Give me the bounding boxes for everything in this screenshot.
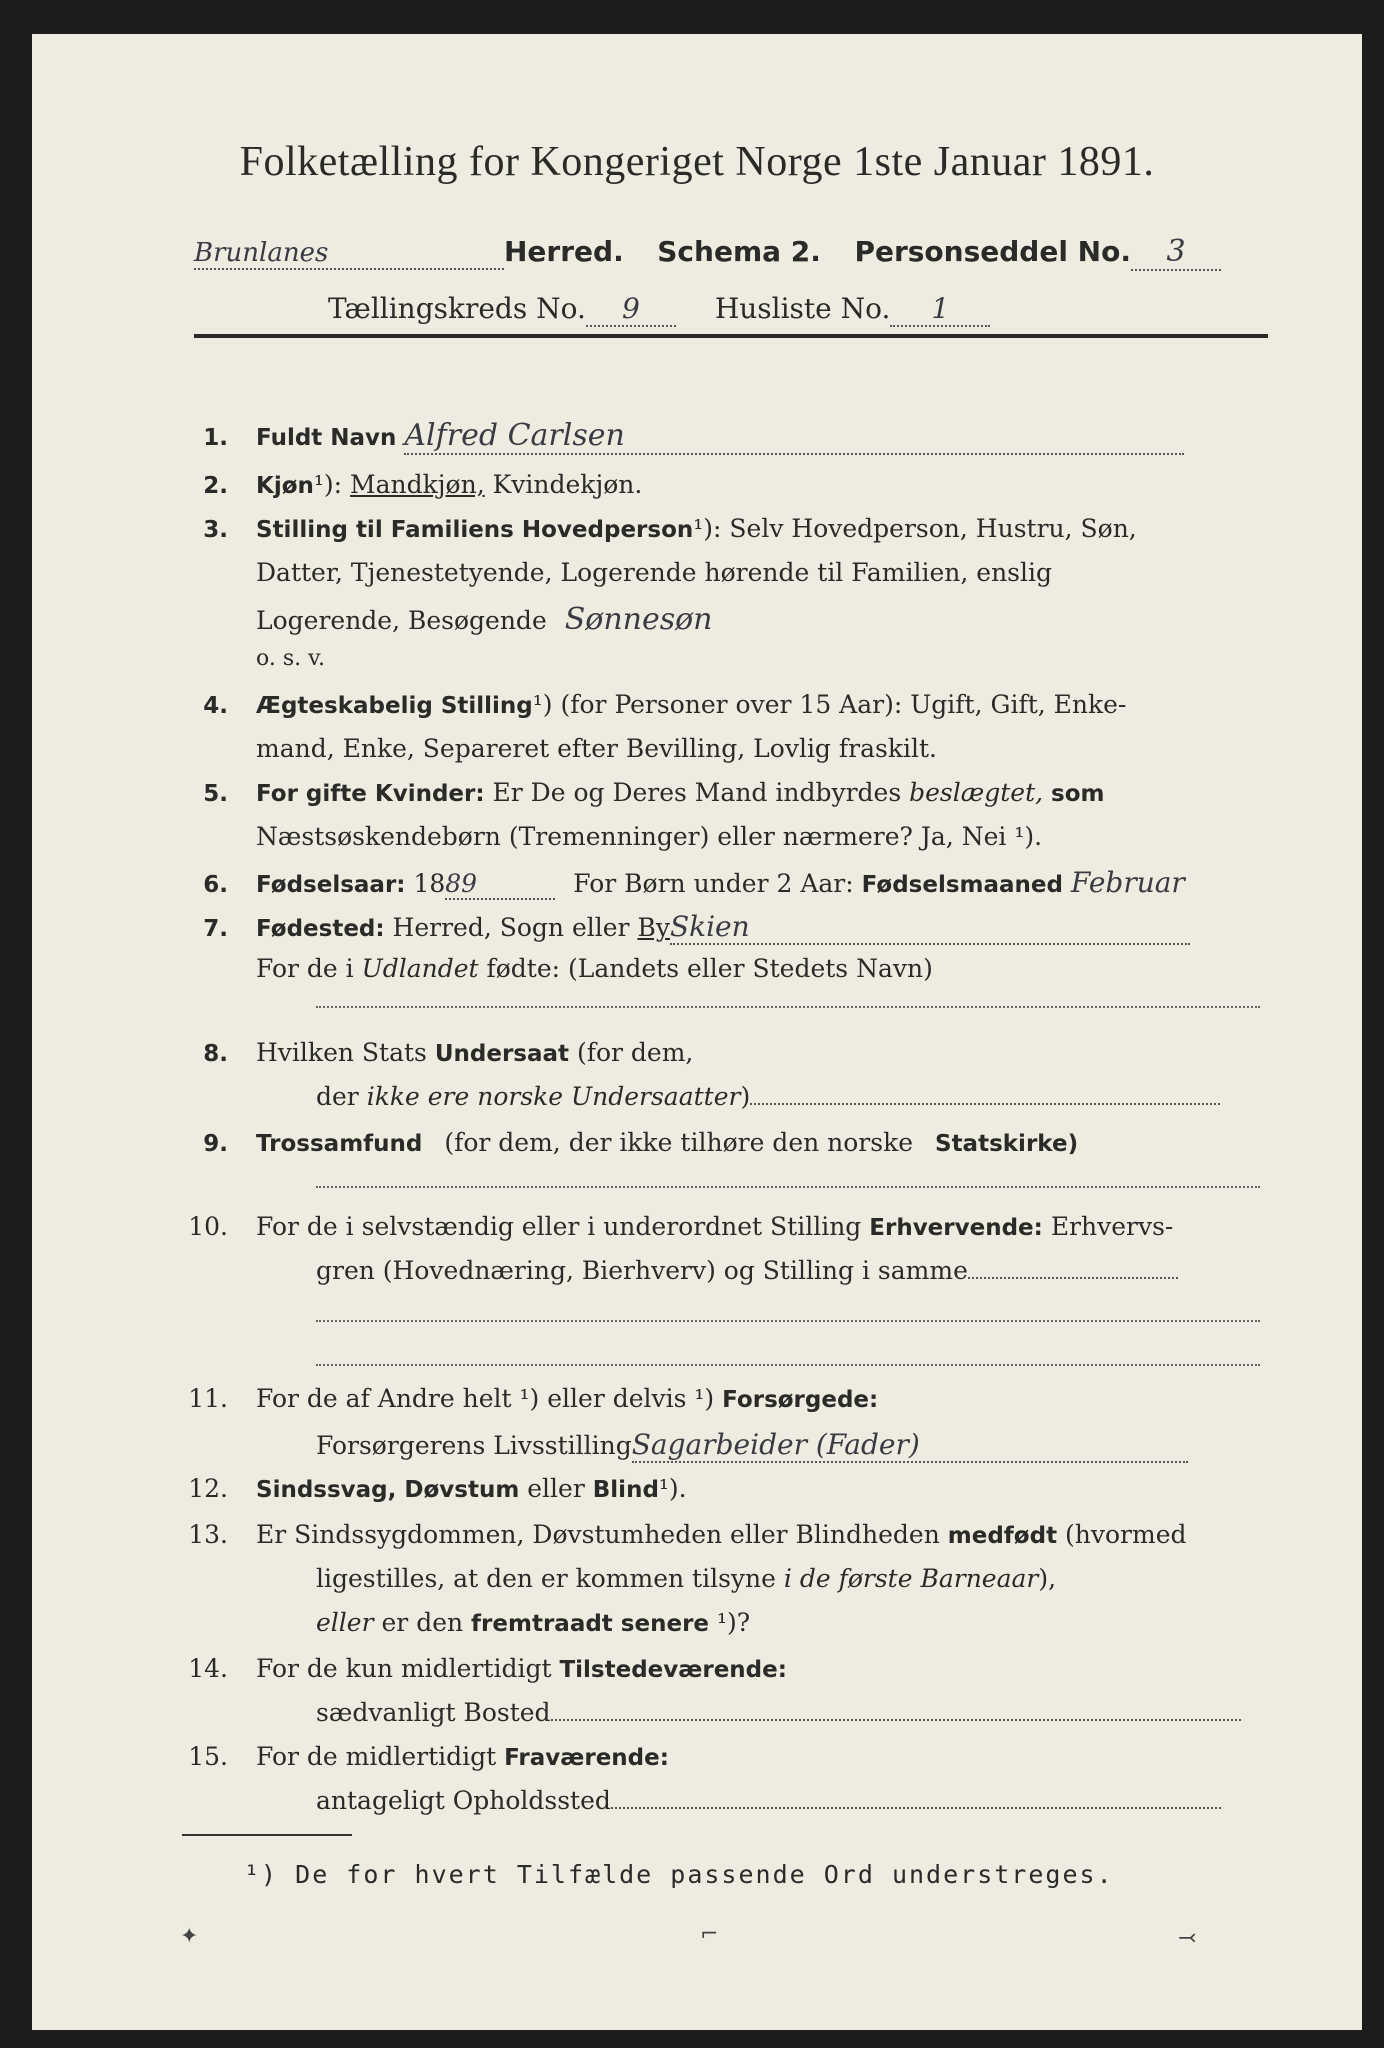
census-form-sheet xyxy=(32,34,1362,2030)
q3-label: Stilling til Familiens Hovedperson xyxy=(256,517,694,543)
q7-line2: For de i Udlandet fødte: (Landets eller Stedets Navn) xyxy=(256,954,933,983)
question-1: 1. Fuldt Navn Alfred Carlsen xyxy=(172,418,1184,455)
question-3: 3. Stilling til Familiens Hovedperson¹): Selv Hovedperson, Hustru, Søn, xyxy=(203,514,1137,543)
schema-label: Schema 2. xyxy=(657,235,821,268)
q8-label: Undersaat xyxy=(434,1041,570,1067)
q8-line2: der ikke ere norske Undersaatter) xyxy=(316,1082,1220,1111)
form-title: Folketælling for Kongeriget Norge 1ste Januar 1891. xyxy=(239,139,1155,185)
q9-label: Trossamfund xyxy=(256,1131,423,1157)
q3-value: Sønnesøn xyxy=(564,602,713,637)
question-9: 9. Trossamfund (for dem, der ikke tilhøre den norske Statskirke) xyxy=(203,1128,1079,1157)
q6-month-value: Februar xyxy=(1070,866,1185,899)
question-6: 6. Fødselsaar: 1889 For Børn under 2 Aar: Fødselsmaaned Februar xyxy=(203,866,1185,899)
q12-label2: Blind xyxy=(592,1477,659,1503)
q6-label: Fødselsaar: xyxy=(256,872,406,898)
question-12: 12. Sindssvag, Døvstum eller Blind¹). xyxy=(188,1474,687,1503)
husliste-value: 1 xyxy=(890,292,990,327)
q4-text-line2: mand, Enke, Separeret efter Bevilling, Lovlig fraskilt. xyxy=(256,734,937,763)
q11-label: Forsørgede: xyxy=(722,1387,879,1413)
q10-label: Erhvervende: xyxy=(869,1215,1043,1241)
q11-line2: Forsørgerens LivsstillingSagarbeider (Fader) xyxy=(316,1428,1188,1463)
header-rule xyxy=(194,334,1268,338)
husliste-label: Husliste No. xyxy=(714,292,891,325)
q8-fill xyxy=(750,1103,1220,1105)
herred-line xyxy=(194,234,1221,271)
q15-line2: antageligt Opholdssted xyxy=(316,1786,1221,1815)
q6-year-value: 89 xyxy=(445,869,555,900)
question-2: 2. Kjøn¹): Mandkjøn, Kvindekjøn. xyxy=(203,470,643,499)
q7-label: Fødested: xyxy=(256,916,385,942)
q9-fill-line xyxy=(316,1186,1260,1188)
question-8: 8. Hvilken Stats Undersaat (for dem, xyxy=(203,1038,694,1067)
q14-fill xyxy=(551,1719,1241,1721)
q3-text-osv: o. s. v. xyxy=(256,646,325,671)
question-11: 11. For de af Andre helt ¹) eller delvis ¹) Forsørgede: xyxy=(188,1384,879,1413)
q7-fill-line xyxy=(316,1006,1260,1008)
q3-text-line2: Datter, Tjenestetyende, Logerende hørende til Familien, enslig xyxy=(256,558,1053,587)
question-13: 13. Er Sindssygdommen, Døvstumheden eller Blindheden medfødt (hvormed xyxy=(188,1520,1187,1549)
stray-mark-1: ✦ xyxy=(180,1924,199,1949)
q10-line2: gren (Hovednæring, Bierhverv) og Stilling i samme xyxy=(316,1256,1178,1285)
q13-label2: fremtraadt senere xyxy=(471,1611,710,1637)
personseddel-value: 3 xyxy=(1131,234,1221,271)
footnote: ¹) De for hvert Tilfælde passende Ord understreges. xyxy=(244,1860,1114,1889)
q10-fill-line-2 xyxy=(316,1364,1260,1366)
q13-line3: eller er den fremtraadt senere ¹)? xyxy=(316,1608,751,1637)
question-15: 15. For de midlertidigt Fraværende: xyxy=(188,1742,669,1771)
q7-value: Skien xyxy=(670,910,1190,945)
q9-label2: Statskirke) xyxy=(935,1131,1079,1157)
stray-mark-3: ⤙ xyxy=(1178,1926,1197,1951)
q15-fill xyxy=(611,1807,1221,1809)
q4-label: Ægteskabelig Stilling xyxy=(256,693,533,719)
footnote-rule xyxy=(182,1834,352,1836)
q6-label2: Fødselsmaaned xyxy=(861,872,1063,898)
q5-text-line2: Næstsøskendebørn (Tremenninger) eller nærmere? Ja, Nei ¹). xyxy=(256,822,1043,851)
kreds-value: 9 xyxy=(586,292,676,327)
question-14: 14. For de kun midlertidigt Tilstedeværende: xyxy=(188,1654,787,1683)
herred-label: Herred. xyxy=(504,235,624,268)
q14-label: Tilstedeværende: xyxy=(559,1657,787,1683)
q5-label: For gifte Kvinder: xyxy=(256,781,485,807)
personseddel-label: Personseddel No. xyxy=(854,235,1131,268)
q13-label: medfødt xyxy=(947,1523,1058,1549)
q2-option-female: Kvindekjøn. xyxy=(492,470,643,499)
stray-mark-2: ⌐ xyxy=(700,1922,719,1947)
question-10: 10. For de i selvstændig eller i underordnet Stilling Erhvervende: Erhvervs- xyxy=(188,1212,1174,1241)
q12-label: Sindssvag, Døvstum xyxy=(256,1477,520,1503)
q13-line2: ligestilles, at den er kommen tilsyne i de første Barneaar), xyxy=(316,1564,1057,1593)
q1-label: Fuldt Navn xyxy=(256,425,397,451)
q1-value: Alfred Carlsen xyxy=(404,418,1184,455)
question-4: 4. Ægteskabelig Stilling¹) (for Personer over 15 Aar): Ugift, Gift, Enke- xyxy=(203,690,1127,719)
q3-line3: Logerende, Besøgende Sønnesøn xyxy=(256,602,713,637)
question-7: 7. Fødested: Herred, Sogn eller BySkien xyxy=(172,910,1190,945)
kreds-label: Tællingskreds No. xyxy=(328,292,586,325)
question-5: 5. For gifte Kvinder: Er De og Deres Mand indbyrdes beslægtet, som xyxy=(203,778,1105,807)
q15-label: Fraværende: xyxy=(504,1745,669,1771)
herred-value: Brunlanes xyxy=(194,238,504,270)
q2-option-male: Mandkjøn, xyxy=(350,470,485,499)
kreds-line xyxy=(328,292,990,327)
q2-label: Kjøn xyxy=(256,473,314,499)
q10-fill-line-1 xyxy=(316,1320,1260,1322)
q11-value: Sagarbeider (Fader) xyxy=(632,1428,1188,1463)
q14-line2: sædvanligt Bosted xyxy=(316,1698,1241,1727)
